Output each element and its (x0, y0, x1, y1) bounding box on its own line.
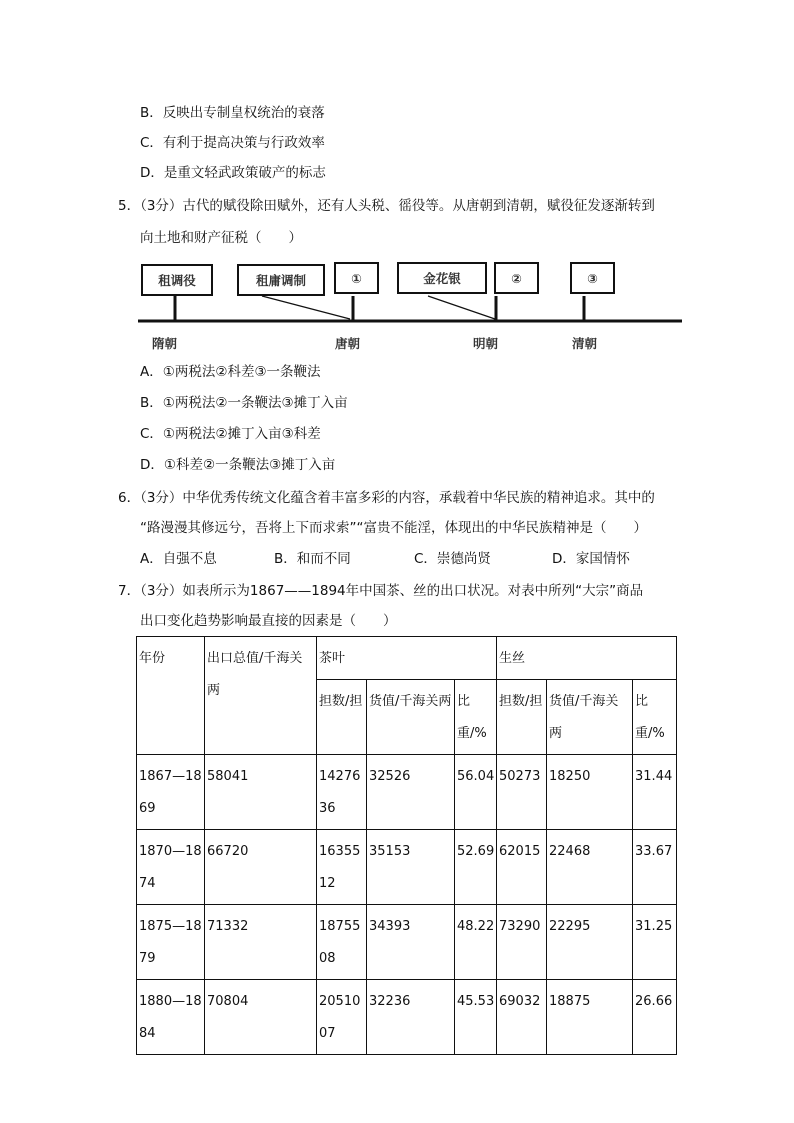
cell-total: 58041 (205, 755, 317, 830)
dynasty-sui: 隋朝 (152, 336, 178, 351)
header-year: 年份 (137, 637, 205, 755)
q6-option-d: D．家国情怀 (552, 551, 630, 567)
table-row (137, 755, 677, 830)
table-row (137, 830, 677, 905)
cell-total: 70804 (205, 980, 317, 1055)
q7-stem-line1: 7．（3分）如表所示为1867——1894年中国茶、丝的出口状况。对表中所列“大宗”商品 (118, 583, 644, 599)
cell-year: 1875—1879 (137, 905, 205, 980)
cell-year: 1870—1874 (137, 830, 205, 905)
cell-tea-value: 35153 (367, 830, 455, 905)
q4-option-b: B．反映出专制皇权统治的衰落 (140, 105, 325, 121)
cell-silk-qty: 62015 (497, 830, 547, 905)
table-row (137, 905, 677, 980)
q4-option-c: C．有利于提高决策与行政效率 (140, 135, 325, 151)
dynasty-qing: 清朝 (572, 336, 598, 351)
cell-silk-value: 22468 (547, 830, 633, 905)
q5-stem-line2: 向土地和财产征税（ ） (140, 230, 302, 246)
subheader-silk-value: 货值/千海关两 (547, 680, 633, 755)
q6-option-a: A．自强不息 (140, 551, 217, 567)
box-zuyongdiao: 租庸调制 (237, 264, 325, 296)
q5-option-c: C．①两税法②摊丁入亩③科差 (140, 426, 321, 442)
q6-options (140, 550, 630, 568)
tax-timeline-diagram (138, 256, 686, 356)
cell-tea-qty: 1427636 (317, 755, 367, 830)
tea-silk-export-table (136, 636, 677, 1055)
q6-option-c: C．崇德尚贤 (414, 551, 491, 567)
connector-zuyongdiao (262, 296, 350, 319)
cell-silk-qty: 73290 (497, 905, 547, 980)
box-blank-3: ③ (570, 262, 615, 294)
dynasty-ming: 明朝 (473, 336, 499, 351)
q5-option-a: A．①两税法②科差③一条鞭法 (140, 364, 321, 380)
q6-stem-line2: “路漫漫其修远兮，吾将上下而求索”“富贵不能淫，体现出的中华民族精神是（ ） (140, 520, 647, 536)
q6-stem-line1: 6．（3分）中华优秀传统文化蕴含着丰富多彩的内容，承载着中华民族的精神追求。其中的 (118, 490, 655, 506)
cell-tea-qty: 2051007 (317, 980, 367, 1055)
cell-silk-share: 26.66 (633, 980, 677, 1055)
cell-silk-share: 33.67 (633, 830, 677, 905)
cell-tea-value: 32526 (367, 755, 455, 830)
cell-silk-value: 18875 (547, 980, 633, 1055)
cell-silk-qty: 50273 (497, 755, 547, 830)
cell-silk-value: 18250 (547, 755, 633, 830)
cell-tea-qty: 1635512 (317, 830, 367, 905)
q6-option-b: B．和而不同 (274, 551, 351, 567)
subheader-tea-share: 比重/% (455, 680, 497, 755)
cell-tea-value: 34393 (367, 905, 455, 980)
q5-option-b: B．①两税法②一条鞭法③摊丁入亩 (140, 395, 348, 411)
cell-year: 1867—1869 (137, 755, 205, 830)
cell-total: 66720 (205, 830, 317, 905)
cell-tea-share: 52.69 (455, 830, 497, 905)
cell-tea-share: 48.22 (455, 905, 497, 980)
q7-stem-line2: 出口变化趋势影响最直接的因素是（ ） (140, 613, 397, 629)
cell-silk-value: 22295 (547, 905, 633, 980)
dynasty-tang: 唐朝 (335, 336, 361, 351)
subheader-silk-share: 比重/% (633, 680, 677, 755)
box-blank-2: ② (494, 262, 539, 294)
connector-jinhuayin (428, 296, 495, 319)
header-silk: 生丝 (497, 637, 677, 680)
q5-stem-line1: 5．（3分）古代的赋役除田赋外，还有人头税、徭役等。从唐朝到清朝，赋役征发逐渐转到 (118, 198, 655, 214)
cell-total: 71332 (205, 905, 317, 980)
cell-silk-qty: 69032 (497, 980, 547, 1055)
subheader-tea-value: 货值/千海关两 (367, 680, 455, 755)
cell-year: 1880—1884 (137, 980, 205, 1055)
cell-tea-value: 32236 (367, 980, 455, 1055)
q5-option-d: D．①科差②一条鞭法③摊丁入亩 (140, 457, 336, 473)
box-zudiaoyi: 租调役 (141, 264, 213, 296)
header-tea: 茶叶 (317, 637, 497, 680)
cell-tea-share: 56.04 (455, 755, 497, 830)
box-jinhuayin: 金花银 (397, 262, 487, 294)
cell-silk-share: 31.25 (633, 905, 677, 980)
q4-option-d: D．是重文轻武政策破产的标志 (140, 165, 326, 181)
cell-tea-share: 45.53 (455, 980, 497, 1055)
table-row (137, 980, 677, 1055)
subheader-silk-qty: 担数/担 (497, 680, 547, 755)
header-total: 出口总值/千海关两 (205, 637, 317, 755)
box-blank-1: ① (334, 262, 379, 294)
table-header-row (137, 637, 677, 680)
subheader-tea-qty: 担数/担 (317, 680, 367, 755)
cell-tea-qty: 1875508 (317, 905, 367, 980)
cell-silk-share: 31.44 (633, 755, 677, 830)
